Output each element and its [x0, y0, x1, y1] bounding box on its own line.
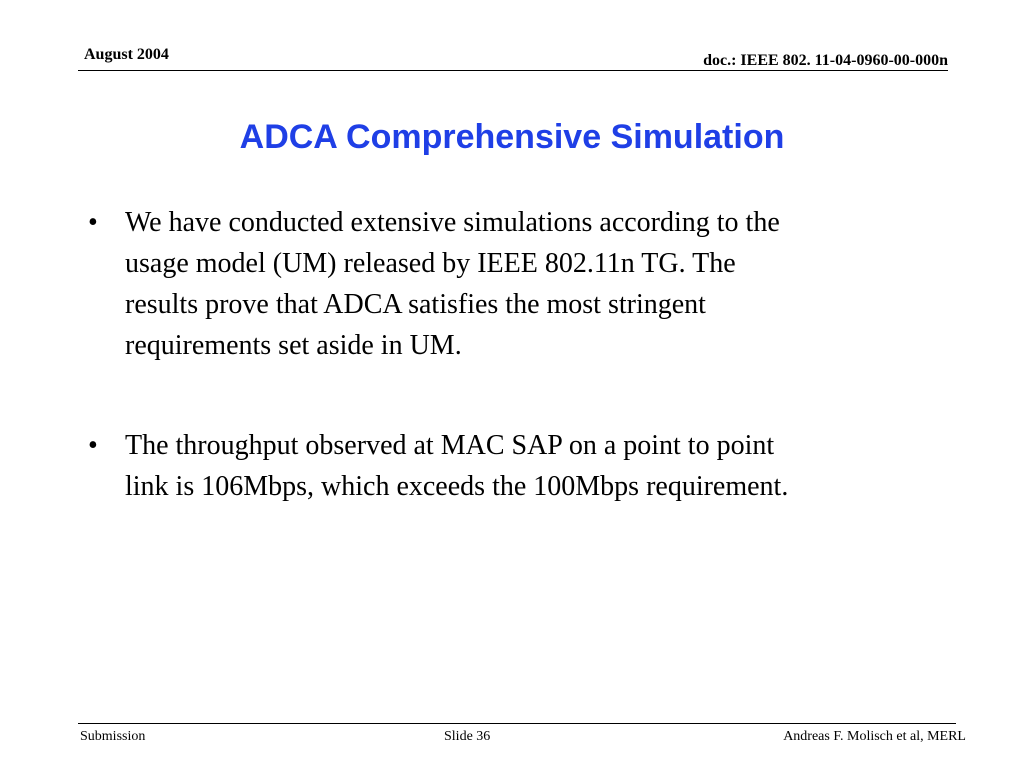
footer-submission: Submission — [80, 729, 146, 744]
footer-slide-number: Slide 36 — [444, 729, 491, 744]
header-date: August 2004 — [84, 46, 169, 63]
bullet-text: The throughput observed at MAC SAP on a point to point link is 106Mbps, which exceeds the 100Mbps requirement. — [125, 430, 789, 502]
footer-divider — [78, 723, 956, 724]
header-divider — [78, 70, 948, 71]
bullet-text: We have conducted extensive simulations according to the usage model (UM) released by IEEE 802.11n TG. The results prove that ADCA satisfies the most stringent requirements set aside in UM. — [125, 207, 780, 361]
bullet-marker: • — [88, 430, 98, 461]
slide-title: ADCA Comprehensive Simulation — [239, 118, 785, 156]
footer-authors: Andreas F. Molisch et al, MERL — [783, 729, 966, 744]
bullet-marker: • — [88, 207, 98, 238]
header-doc-id: doc.: IEEE 802. 11-04-0960-00-000n — [703, 52, 948, 69]
